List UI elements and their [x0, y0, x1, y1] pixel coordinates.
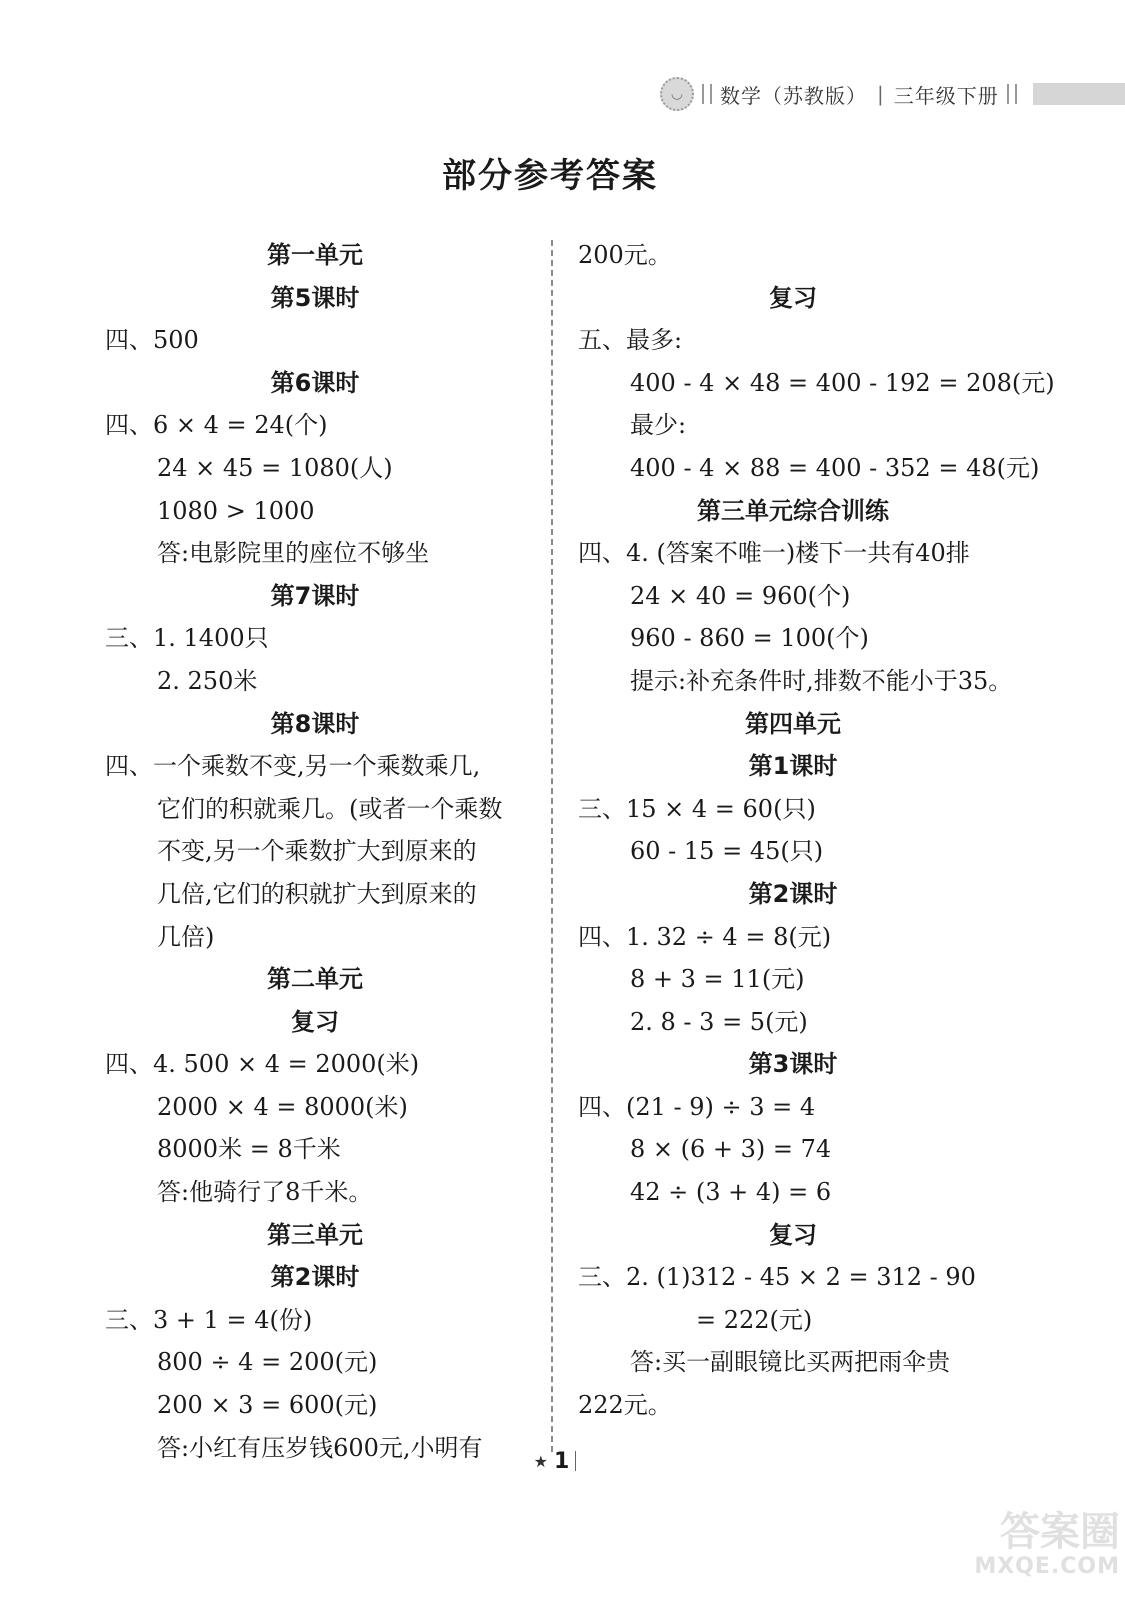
section-heading: 第四单元: [745, 709, 841, 738]
answer-line: 222元。: [578, 1391, 672, 1420]
answer-line: 24 × 40 = 960(个): [630, 581, 851, 610]
footer-bar: [575, 1451, 576, 1471]
answer-line: 200元。: [578, 241, 672, 269]
section-heading: 第5课时: [270, 283, 360, 312]
answer-line: 答:电影院里的座位不够坐: [157, 539, 430, 568]
section-heading: 第三单元综合训练: [697, 496, 889, 525]
answer-line: 四、1. 32 ÷ 4 = 8(元): [578, 922, 832, 951]
answer-line: 四、一个乘数不变,另一个乘数乘几,: [105, 752, 481, 781]
section-heading: 复习: [769, 283, 817, 312]
header-bars-left: [702, 84, 712, 104]
answer-line: 最少:: [630, 411, 687, 440]
sun-icon: ◡: [660, 77, 694, 111]
answer-line: 800 ÷ 4 = 200(元): [157, 1348, 378, 1377]
page-title: 部分参考答案: [442, 156, 658, 196]
section-heading: 第6课时: [270, 368, 360, 397]
header-grade: 三年级下册: [893, 83, 999, 108]
section-heading: 第3课时: [748, 1050, 838, 1079]
answer-line: 2000 × 4 = 8000(米): [157, 1092, 408, 1121]
answer-line: 24 × 45 = 1080(人): [157, 453, 393, 482]
page-number: 1: [554, 1448, 570, 1474]
section-heading: 第2课时: [270, 1263, 360, 1292]
answer-line: 四、500: [105, 326, 199, 355]
section-heading: 第2课时: [748, 879, 838, 908]
answer-line: 8000米 = 8千米: [157, 1135, 341, 1164]
header-gray-bar: [1033, 83, 1125, 105]
column-divider: [551, 240, 553, 1452]
answer-line: 400 - 4 × 48 = 400 - 192 = 208(元): [630, 368, 1055, 397]
header-subject: 数学（苏教版）: [720, 83, 867, 108]
star-icon: ★: [533, 1451, 549, 1471]
section-heading: 第三单元: [267, 1220, 363, 1249]
section-heading: 第二单元: [267, 965, 363, 994]
answer-line: 四、4. (答案不唯一)楼下一共有40排: [578, 539, 970, 568]
answer-line: = 222(元): [696, 1305, 813, 1334]
answer-line: 五、最多:: [578, 326, 683, 355]
section-heading: 第8课时: [270, 709, 360, 738]
page-footer: [525, 1446, 585, 1476]
answer-line: 三、2. (1)312 - 45 × 2 = 312 - 90: [578, 1263, 976, 1292]
answer-line: 三、1. 1400只: [105, 624, 269, 653]
page-header: [660, 74, 1125, 114]
left-column: [105, 234, 525, 1469]
answer-line: 几倍,它们的积就扩大到原来的: [157, 879, 477, 908]
section-heading: 第一单元: [267, 241, 363, 269]
answer-line: 不变,另一个乘数扩大到原来的: [157, 837, 477, 866]
answer-line: 2. 250米: [157, 666, 258, 695]
answer-line: 四、6 × 4 = 24(个): [105, 411, 328, 440]
answer-line: 960 - 860 = 100(个): [630, 624, 869, 653]
header-bars-right: [1007, 84, 1017, 104]
answer-line: 三、15 × 4 = 60(只): [578, 794, 816, 823]
answer-line: 200 × 3 = 600(元): [157, 1391, 378, 1420]
section-heading: 复习: [291, 1007, 339, 1036]
watermark-logo: 答案圈 MXQE.COM: [974, 1509, 1120, 1579]
answer-line: 1080 > 1000: [157, 496, 315, 525]
answer-line: 它们的积就乘几。(或者一个乘数: [157, 794, 503, 823]
answer-line: 四、4. 500 × 4 = 2000(米): [105, 1050, 420, 1079]
answer-line: 几倍): [157, 922, 215, 951]
answer-line: 答:买一副眼镜比买两把雨伞贵: [630, 1348, 951, 1377]
header-separator: |: [877, 82, 884, 106]
section-heading: 复习: [769, 1220, 817, 1249]
answer-line: 答:他骑行了8千米。: [157, 1178, 373, 1207]
answer-line: 8 + 3 = 11(元): [630, 965, 805, 994]
answer-line: 8 × (6 + 3) = 74: [630, 1135, 832, 1164]
section-heading: 第7课时: [270, 581, 360, 610]
answer-line: 42 ÷ (3 + 4) = 6: [630, 1178, 832, 1207]
section-heading: 第1课时: [748, 752, 838, 781]
answer-line: 提示:补充条件时,排数不能小于35。: [630, 666, 1013, 695]
answer-line: 60 - 15 = 45(只): [630, 837, 824, 866]
answer-line: 400 - 4 × 88 = 400 - 352 = 48(元): [630, 453, 1040, 482]
answer-line: 答:小红有压岁钱600元,小明有: [157, 1433, 483, 1462]
answer-line: 2. 8 - 3 = 5(元): [630, 1007, 808, 1036]
right-column: [578, 234, 1055, 1427]
answer-line: 四、(21 - 9) ÷ 3 = 4: [578, 1092, 816, 1121]
answer-line: 三、3 + 1 = 4(份): [105, 1305, 313, 1334]
